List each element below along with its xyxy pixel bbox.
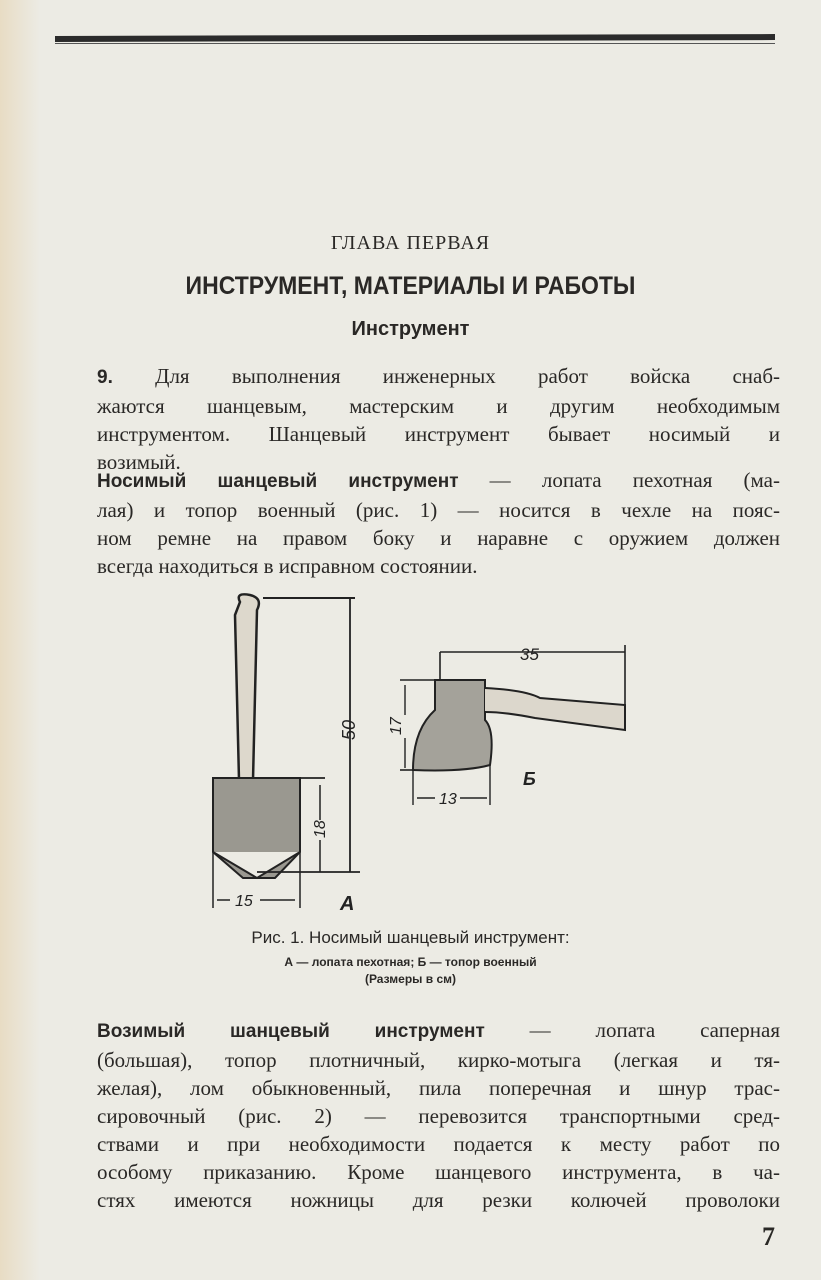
paragraph-line: ствами и при необходимости подается к месту работ по xyxy=(97,1132,780,1156)
paragraph-line: инструментом. Шанцевый инструмент бывает носимый и xyxy=(97,422,780,446)
term-carried-tools: Носимый шанцевый инструмент xyxy=(97,471,459,492)
term-transported-tools: Возимый шанцевый инструмент xyxy=(97,1021,485,1042)
paragraph-text: Для выполнения инженерных работ войска снаб- xyxy=(155,364,781,388)
paragraph-line: желая), лом обыкновенный, пила поперечная и шнур трас- xyxy=(97,1076,780,1100)
paragraph-line: лая) и топор военный (рис. 1) — носится в чехле на пояс- xyxy=(97,498,780,522)
page-number: 7 xyxy=(762,1222,775,1251)
axe-head-height-label: 17 xyxy=(388,717,405,735)
paragraph-transported-tools xyxy=(97,1016,780,1214)
paragraph-line xyxy=(97,362,780,392)
chapter-label: ГЛАВА ПЕРВАЯ xyxy=(330,232,491,254)
paragraph-line: всегда находиться в исправном состоянии. xyxy=(97,554,478,578)
figure-caption-legend: А — лопата пехотная; Б — топор военный xyxy=(284,955,537,969)
header-rule xyxy=(55,34,775,42)
section-title: Инструмент xyxy=(351,318,470,340)
shovel-illustration xyxy=(213,594,360,908)
figure-caption-units: (Размеры в см) xyxy=(364,972,457,986)
page-edge-shadow xyxy=(0,0,40,1280)
shovel-blade-height-label: 18 xyxy=(312,820,329,838)
paragraph-line xyxy=(97,1016,780,1046)
paragraph-line: особому приказанию. Кроме шанцевого инструмента, в ча- xyxy=(97,1160,780,1184)
shovel-label: А xyxy=(340,893,355,915)
paragraph-9 xyxy=(97,362,780,476)
paragraph-line: сировочный (рис. 2) — перевозится транспортными сред- xyxy=(97,1104,780,1128)
paragraph-line xyxy=(97,466,780,496)
paragraph-line: возимый. xyxy=(97,450,181,474)
axe-illustration xyxy=(400,645,625,805)
header-rule-thin xyxy=(55,43,775,44)
paragraph-line: стях имеются ножницы для резки колючей проволоки xyxy=(97,1188,780,1212)
shovel-length-label: 50 xyxy=(339,719,359,740)
paragraph-number: 9. xyxy=(97,367,113,388)
paragraph-line: (большая), топор плотничный, кирко-мотыга (легкая и тя- xyxy=(97,1048,780,1072)
chapter-title: ИНСТРУМЕНТ, МАТЕРИАЛЫ И РАБОТЫ xyxy=(185,272,636,300)
figure-caption-title: Рис. 1. Носимый шанцевый инструмент: xyxy=(251,928,570,947)
figure-1-drawing xyxy=(195,590,645,920)
axe-blade-width-label: 13 xyxy=(439,791,457,808)
paragraph-line: жаются шанцевым, мастерским и другим необходимым xyxy=(97,394,780,418)
paragraph-text: — лопата саперная xyxy=(484,1018,780,1042)
axe-length-label: 35 xyxy=(520,645,539,664)
shovel-blade-width-label: 15 xyxy=(235,893,253,910)
paragraph-text: — лопата пехотная (ма- xyxy=(458,468,780,492)
axe-label: Б xyxy=(523,769,536,789)
paragraph-carried-tools xyxy=(97,466,780,580)
paragraph-line: ном ремне на правом боку и наравне с оружием должен xyxy=(97,526,780,550)
